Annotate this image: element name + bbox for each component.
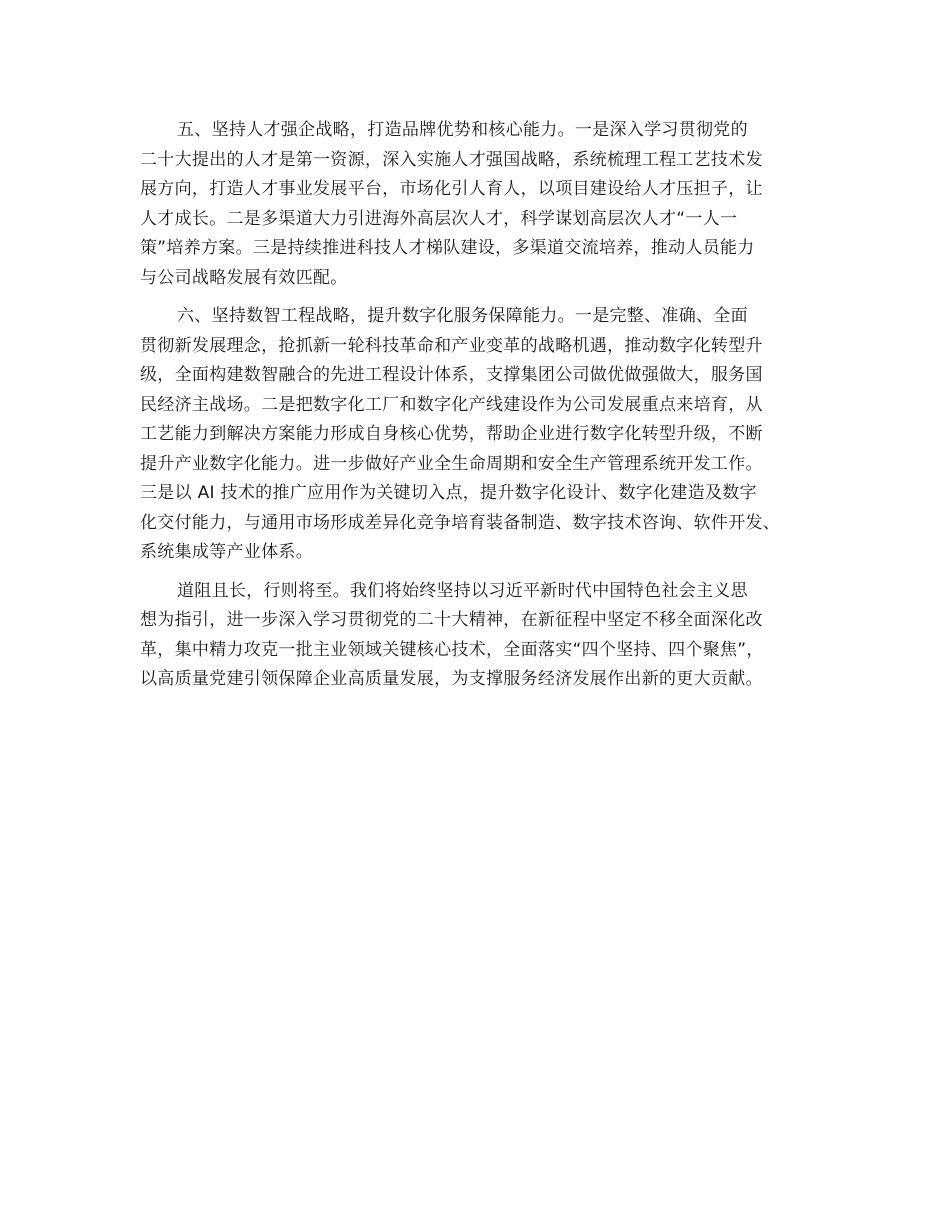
text-line: 民经济主战场。二是把数字化工厂和数字化产线建设作为公司发展重点来培育，从 (140, 394, 763, 415)
text-line: 贯彻新发展理念，抢抓新一轮科技革命和产业变革的战略机遇，推动数字化转型升 (140, 335, 763, 356)
text-line: 人才成长。二是多渠道大力引进海外高层次人才，科学谋划高层次人才“一人一 (140, 208, 738, 229)
text-line: 革，集中精力攻克一批主业领域关键核心技术，全面落实“四个坚持、四个聚焦”， (140, 639, 764, 660)
text-line: 五、坚持人才强企战略，打造品牌优势和核心能力。一是深入学习贯彻党的 (177, 120, 748, 140)
text-line: 工艺能力到解决方案能力形成自身核心优势，帮助企业进行数字化转型升级，不断 (140, 424, 763, 444)
paragraph-conclusion (140, 577, 830, 695)
text-line: 三是以 AI 技术的推广应用作为关键切入点，提升数字化设计、数字化建造及数字 (140, 483, 757, 503)
text-line: 提升产业数字化能力。进一步做好产业全生命周期和安全生产管理系统开发工作。 (140, 453, 763, 474)
text-line: 化交付能力，与通用市场形成差异化竞争培育装备制造、数字技术咨询、软件开发、 (140, 512, 781, 533)
text-line: 道阻且长，行则将至。我们将始终坚持以习近平新时代中国特色社会主义思 (177, 580, 748, 601)
text-line: 级，全面构建数智融合的先进工程设计体系，支撑集团公司做优做强做大，服务国 (140, 365, 763, 385)
paragraph-digital-strategy (140, 302, 830, 568)
text-line: 与公司战略发展有效匹配。 (140, 267, 348, 288)
paragraph-talent-strategy (140, 116, 830, 293)
text-line: 想为指引，进一步深入学习贯彻党的二十大精神，在新征程中坚定不移全面深化改 (140, 610, 763, 630)
text-line: 策”培养方案。三是持续推进科技人才梯队建设，多渠道交流培养，推动人员能力 (140, 238, 755, 258)
text-line: 六、坚持数智工程战略，提升数字化服务保障能力。一是完整、准确、全面 (177, 306, 748, 326)
text-line: 系统集成等产业体系。 (140, 542, 313, 562)
text-line: 二十大提出的人才是第一资源，深入实施人才强国战略，系统梳理工程工艺技术发 (140, 149, 763, 170)
text-line: 以高质量党建引领保障企业高质量发展，为支撑服务经济发展作出新的更大贡献。 (140, 669, 763, 689)
document-body (140, 116, 830, 704)
text-line: 展方向，打造人才事业发展平台，市场化引人育人，以项目建设给人才压担子，让 (140, 179, 763, 199)
